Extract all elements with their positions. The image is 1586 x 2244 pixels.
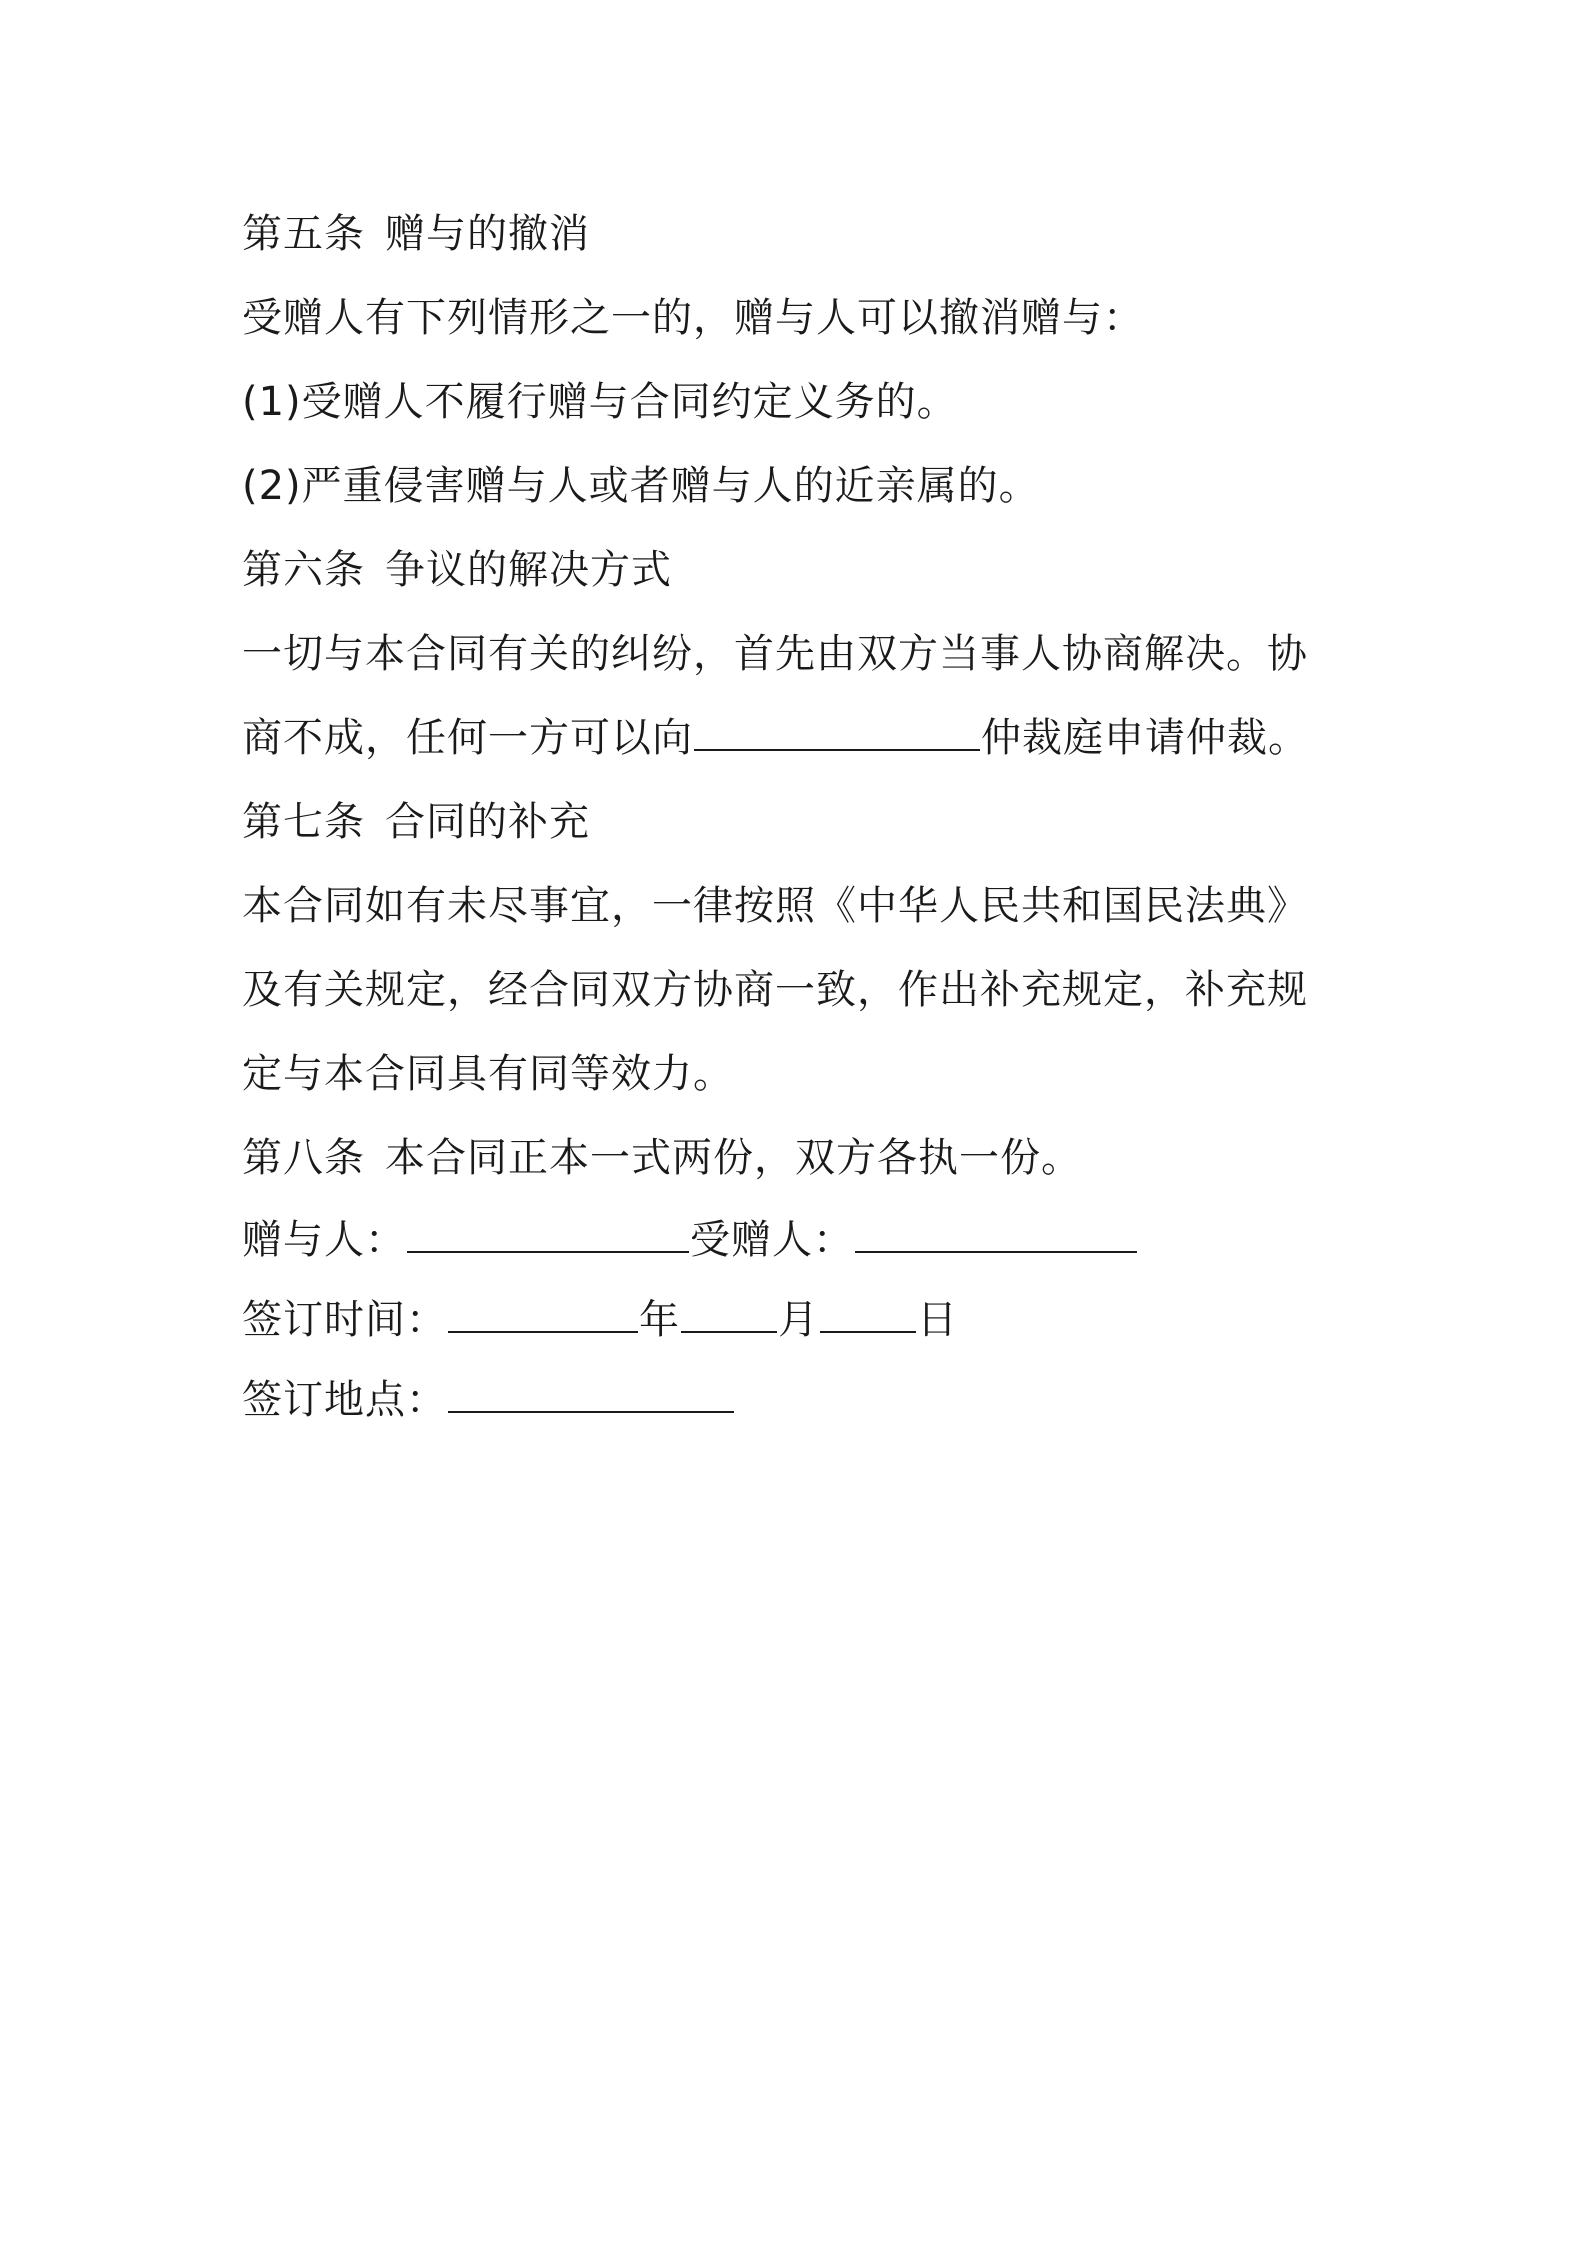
- day-label: 日: [917, 1297, 958, 1343]
- article-number: 第八条: [242, 1135, 365, 1181]
- article-7-line-2: 及有关规定，经合同双方协商一致，作出补充规定，补充规: [242, 967, 1308, 1013]
- year-blank[interactable]: [448, 1301, 638, 1333]
- contract-body: [242, 192, 1362, 1440]
- donee-label: 受赠人：: [690, 1217, 854, 1263]
- article-5-intro: 受赠人有下列情形之一的，赠与人可以撤消赠与：: [242, 295, 1144, 341]
- month-label: 月: [778, 1297, 819, 1343]
- article-6-text-after: 仲裁庭申请仲裁。: [981, 715, 1309, 761]
- article-8-text: 本合同正本一式两份，双方各执一份。: [385, 1135, 1082, 1181]
- parties-signature-line: [242, 1200, 1362, 1280]
- donor-label: 赠与人：: [242, 1217, 406, 1263]
- year-label: 年: [639, 1297, 680, 1343]
- signing-place-line: [242, 1360, 1362, 1440]
- article-number: 第六条: [242, 547, 365, 593]
- article-6-line-1: 一切与本合同有关的纠纷，首先由双方当事人协商解决。协: [242, 631, 1308, 677]
- donee-signature-blank[interactable]: [855, 1221, 1137, 1253]
- article-title: 赠与的撤消: [385, 211, 590, 257]
- article-title: 合同的补充: [385, 799, 590, 845]
- date-label: 签订时间：: [242, 1297, 447, 1343]
- article-5-heading: [242, 192, 1362, 276]
- month-blank[interactable]: [681, 1301, 777, 1333]
- day-blank[interactable]: [820, 1301, 916, 1333]
- place-blank[interactable]: [448, 1381, 734, 1413]
- article-7-heading: [242, 780, 1362, 864]
- article-5-item-2: (2)严重侵害赠与人或者赠与人的近亲属的。: [242, 463, 1040, 509]
- article-8: [242, 1116, 1362, 1200]
- article-6-text-before: 商不成，任何一方可以向: [242, 715, 693, 761]
- place-label: 签订地点：: [242, 1377, 447, 1423]
- article-number: 第五条: [242, 211, 365, 257]
- article-5-item-1: (1)受赠人不履行赠与合同约定义务的。: [242, 379, 958, 425]
- article-7-line-1: 本合同如有未尽事宜，一律按照《中华人民共和国民法典》: [242, 883, 1308, 929]
- article-6-heading: [242, 528, 1362, 612]
- donor-signature-blank[interactable]: [407, 1221, 689, 1253]
- article-number: 第七条: [242, 799, 365, 845]
- signing-date-line: [242, 1280, 1362, 1360]
- article-title: 争议的解决方式: [385, 547, 672, 593]
- article-6-line-2: [242, 696, 1362, 780]
- article-7-line-3: 定与本合同具有同等效力。: [242, 1051, 734, 1097]
- arbitration-body-blank[interactable]: [694, 719, 980, 751]
